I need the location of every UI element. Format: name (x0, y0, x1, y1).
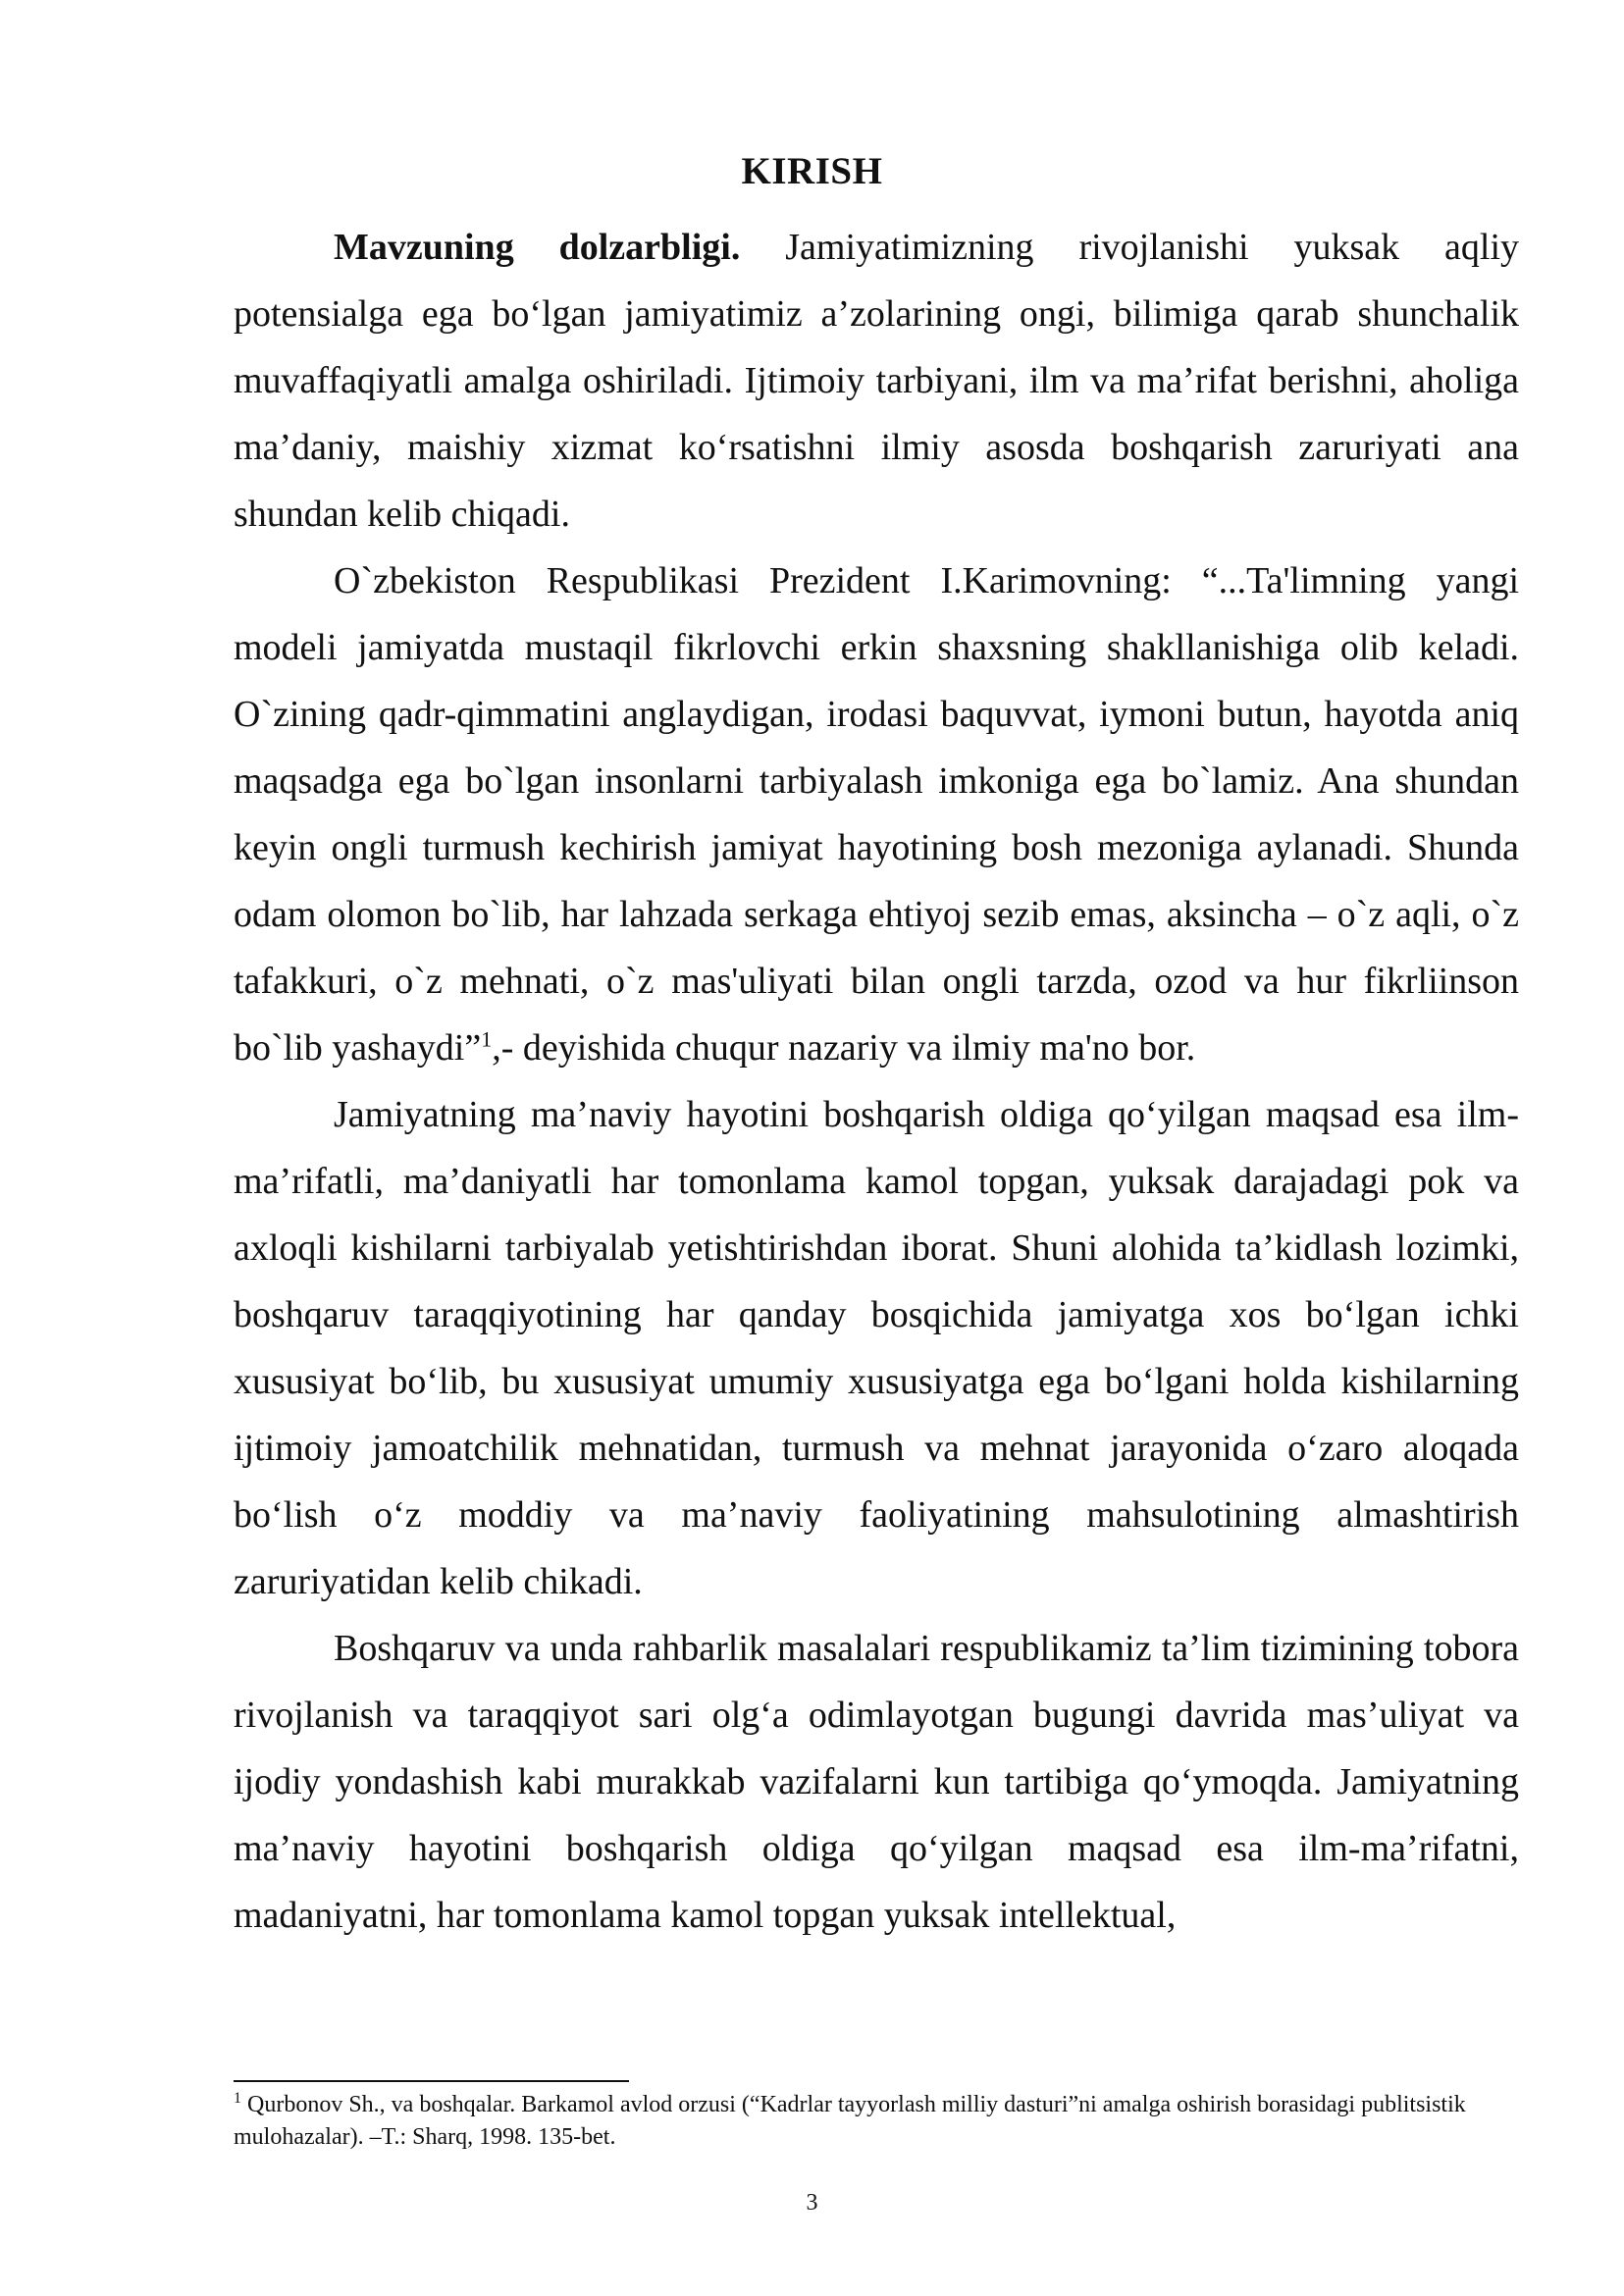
paragraph-quote (234, 548, 1519, 1081)
footnote-marker: 1 (234, 2090, 241, 2107)
footnote-separator (234, 2080, 629, 2082)
footnote (234, 2089, 1519, 2154)
paragraph-text: Jamiyatimizning rivojlanishi yuksak aqliy potensialga ega bo‘lgan jamiyatimiz a’zolarining ongi, bilimiga qarab shunchalik muvaffaqiyatli amalga oshiriladi. Ijtimoiy tarbiyani, ilm va ma’rifat berishni, aholiga ma’daniy, maishiy xizmat ko‘rsatishni ilmiy asosda boshqarish zaruriyati ana shundan kelib chiqadi. (234, 227, 1520, 535)
paragraph-management (234, 1615, 1519, 1949)
footnote-text: Qurbonov Sh., va boshqalar. Barkamol avlod orzusi (“Kadrlar tayyorlash milliy dasturi”ni amalga oshirish borasidagi publitsistik mulohazalar). –T.: Sharq, 1998. 135-bet. (234, 2092, 1466, 2150)
paragraph-relevance (234, 214, 1519, 548)
body-text (234, 214, 1519, 1949)
page-title: KIRISH (741, 150, 883, 192)
footnote-item (234, 2089, 1519, 2154)
paragraph-text: Boshqaruv va unda rahbarlik masalalari respublikamiz ta’lim tizimining tobora rivojlanish va taraqqiyot sari olg‘a odimlayotgan bugungi davrida mas’uliyat va ijodiy yondashish kabi murakkab vazifalarni kun tartibiga qo‘ymoqda. Jamiyatning ma’naviy hayotini boshqarish oldiga qo‘yilgan maqsad esa ilm-ma’rifatni, madaniyatni, har tomonlama kamol topgan yuksak intellektual, (234, 1628, 1519, 1936)
paragraph-text: Jamiyatning ma’naviy hayotini boshqarish oldiga qo‘yilgan maqsad esa ilm-ma’rifatli, ma’daniyatli har tomonlama kamol topgan, yuksak darajadagi pok va axloqli kishilarni tarbiyalab yetishtirishdan iborat. Shuni alohida ta’kidlash lozimki, boshqaruv taraqqiyotining har qanday bosqichida jamiyatga xos bo‘lgan ichki xususiyat bo‘lib, bu xususiyat umumiy xususiyatga ega bo‘lgani holda kishilarning ijtimoiy jamoatchilik mehnatidan, turmush va mehnat jarayonida o‘zaro aloqada bo‘lish o‘z moddiy va ma’naviy faoliyatining mahsulotining almashtirish zaruriyatidan kelib chikadi. (234, 1094, 1519, 1602)
paragraph-text: O`zbekiston Respublikasi Prezident I.Karimovning: “...Ta'limning yangi modeli jamiyatda mustaqil fikrlovchi erkin shaxsning shakllanishiga olib keladi. O`zining qadr-qimmatini anglaydigan, irodasi baquvvat, iymoni butun, hayotda aniq maqsadga ega bo`lgan insonlarni tarbiyalash imkoniga ega bo`lamiz. Ana shundan keyin ongli turmush kechirish jamiyat hayotining bosh mezoniga aylanadi. Shunda odam olomon bo`lib, har lahzada serkaga ehtiyoj sezib emas, aksincha – o`z aqli, o`z tafakkuri, o`z mehnati, o`z mas'uliyati bilan ongli tarzda, ozod va hur fikrliinson bo`lib yashaydi” (234, 560, 1519, 1069)
footnote-reference[interactable]: 1 (481, 1026, 493, 1052)
page-number: 3 (806, 2190, 818, 2216)
paragraph-text: ,- deyishida chuqur nazariy va ilmiy ma'no bor. (492, 1027, 1196, 1069)
paragraph-spiritual-life (234, 1081, 1519, 1615)
paragraph-lead-heading: Mavzuning dolzarbligi. (334, 227, 741, 268)
